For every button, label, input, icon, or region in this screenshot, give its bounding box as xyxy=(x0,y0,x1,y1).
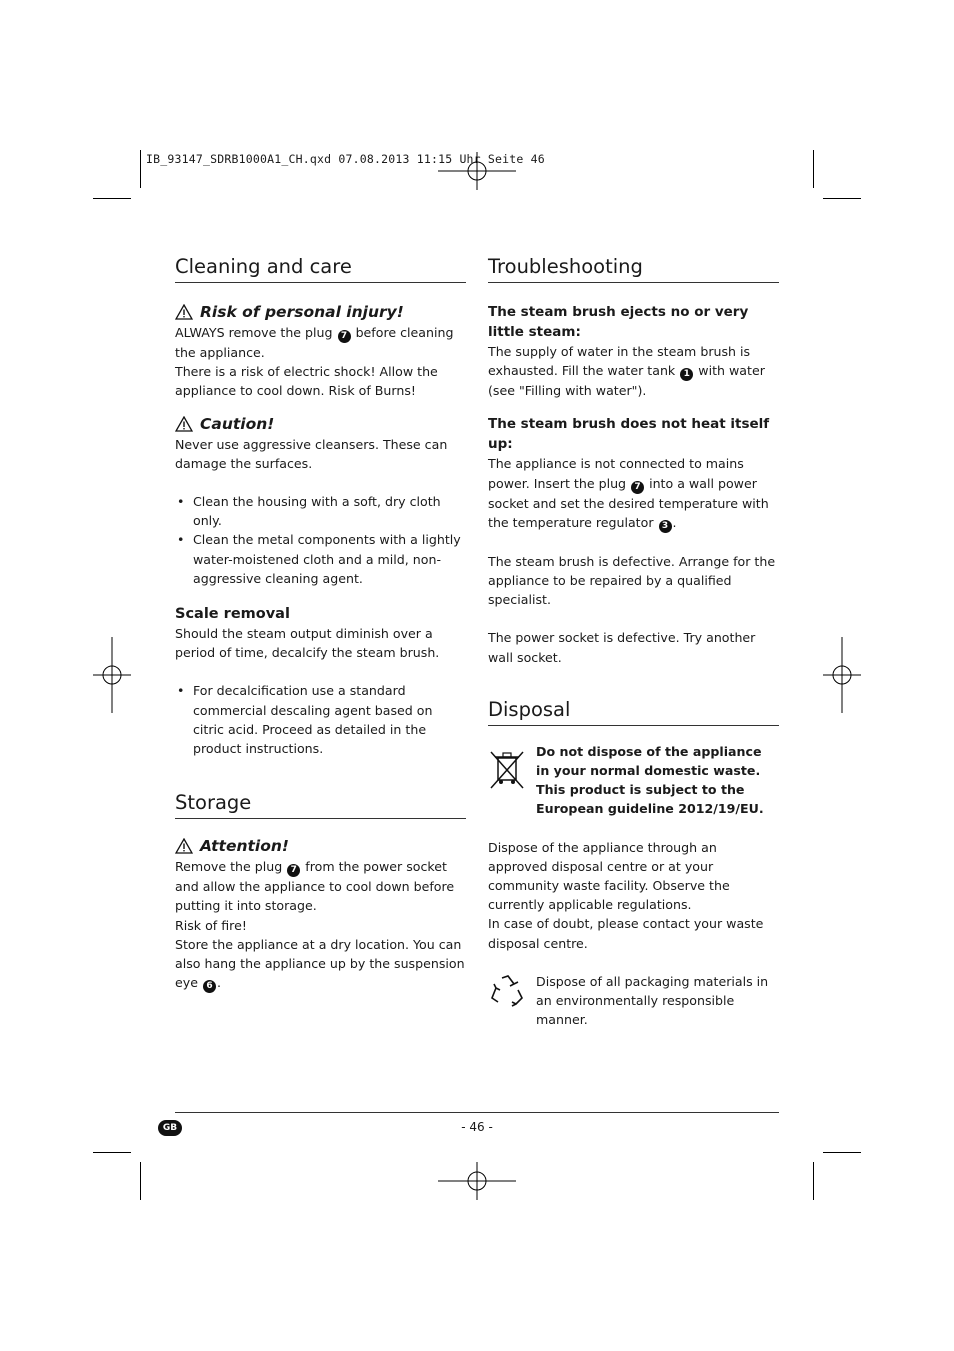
item-number-badge: 1 xyxy=(680,368,693,381)
cleaning-list xyxy=(175,492,466,588)
storage-paragraph-2: Risk of fire! xyxy=(175,917,247,933)
issue-2-paragraph-1: The appliance is not connected to mains power. Insert the plug 7 into a wall power socket and set the desired temperature with the temperature regulator 3 . xyxy=(488,456,769,531)
footer-rule xyxy=(175,1112,779,1113)
registration-mark-icon xyxy=(438,152,516,190)
item-number-badge: 6 xyxy=(203,980,216,993)
troubleshooting-title: Troubleshooting xyxy=(488,255,779,283)
packaging-note xyxy=(488,972,779,1030)
scale-removal-title: Scale removal xyxy=(175,606,290,623)
caution-title: Caution! xyxy=(200,414,275,433)
storage-paragraph-1: Remove the plug 7 from the power socket and allow the appliance to cool down before putting it into storage. xyxy=(175,859,455,914)
cleaning-title: Cleaning and care xyxy=(175,255,466,283)
attention-title: Attention! xyxy=(200,837,289,856)
issue-1-paragraph: The supply of water in the steam brush is exhausted. Fill the water tank 1 with water (see "Filling with water"). xyxy=(488,344,765,399)
scale-removal-paragraph: Should the steam output diminish over a period of time, decalcify the steam brush. xyxy=(175,626,440,661)
issue-2-title: The steam brush does not heat itself up: xyxy=(488,416,770,453)
disposal-paragraph-2: In case of doubt, please contact your waste disposal centre. xyxy=(488,916,764,951)
recycle-icon xyxy=(488,972,526,1010)
issue-2-paragraph-3: The power socket is defective. Try another wall socket. xyxy=(488,630,756,665)
list-item: • For decalcification use a standard commercial descaling agent based on citric acid. Proceed as detailed in the product instructions. xyxy=(175,681,466,758)
warning-triangle-icon xyxy=(175,416,193,432)
scale-list xyxy=(175,681,466,758)
risk-warning-title: Risk of personal injury! xyxy=(200,303,404,321)
storage-title: Storage xyxy=(175,791,466,819)
weee-note xyxy=(488,742,779,819)
item-number-badge: 3 xyxy=(659,520,672,533)
page-number: - 46 - xyxy=(461,1120,493,1134)
weee-bold-note: Do not dispose of the appliance in your normal domestic waste. This product is subject to the European guideline 2012/19/EU. xyxy=(536,743,764,817)
crossed-out-wheelie-bin-icon xyxy=(488,748,526,792)
attention-heading xyxy=(175,835,466,857)
caution-paragraph: Never use aggressive cleansers. These can damage the surfaces. xyxy=(175,436,448,471)
item-number-badge: 7 xyxy=(338,330,351,343)
list-item: • Clean the metal components with a lightly water-moistened cloth and a mild, non-aggressive cleaning agent. xyxy=(175,530,466,588)
issue-1-title: The steam brush ejects no or very little steam: xyxy=(488,304,749,340)
risk-warning-heading xyxy=(175,301,466,323)
issue-2-paragraph-2: The steam brush is defective. Arrange for the appliance to be repaired by a qualified specialist. xyxy=(488,553,776,608)
item-number-badge: 7 xyxy=(631,481,644,494)
registration-mark-icon xyxy=(823,637,861,713)
right-column xyxy=(488,255,779,1029)
disposal-title: Disposal xyxy=(488,698,779,726)
slug-line: IB_93147_SDRB1000A1_CH.qxd 07.08.2013 11:15 Uhr Seite 46 xyxy=(146,152,545,166)
caution-heading xyxy=(175,413,466,435)
warning-triangle-icon xyxy=(175,304,193,320)
list-item: • Clean the housing with a soft, dry cloth only. xyxy=(175,492,466,530)
language-badge: GB xyxy=(158,1120,182,1136)
registration-mark-icon xyxy=(93,637,131,713)
item-number-badge: 7 xyxy=(287,864,300,877)
risk-paragraph-1: ALWAYS remove the plug 7 before cleaning the appliance. xyxy=(175,325,454,360)
warning-triangle-icon xyxy=(175,838,193,854)
registration-mark-icon xyxy=(438,1162,516,1200)
risk-paragraph-2: There is a risk of electric shock! Allow the appliance to cool down. Risk of Burns! xyxy=(175,364,438,399)
left-column xyxy=(175,255,466,993)
disposal-paragraph-1: Dispose of the appliance through an approved disposal centre or at your community waste facility. Observe the currently applicable regulations. xyxy=(488,839,730,913)
storage-paragraph-3: Store the appliance at a dry location. You can also hang the appliance up by the suspension eye 6 . xyxy=(175,936,465,992)
packaging-paragraph: Dispose of all packaging materials in an environmentally responsible manner. xyxy=(536,973,769,1028)
